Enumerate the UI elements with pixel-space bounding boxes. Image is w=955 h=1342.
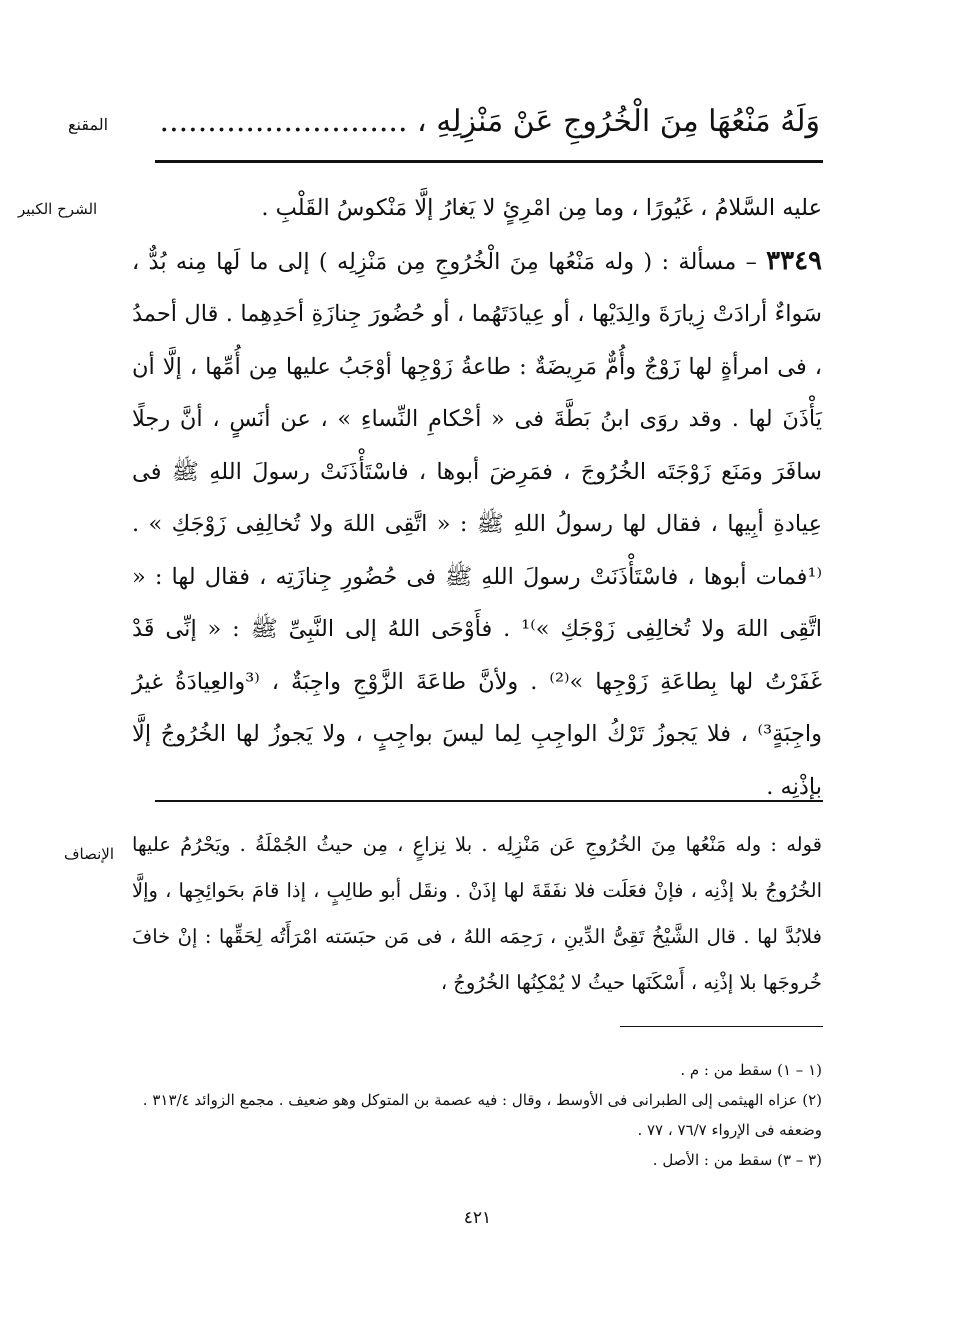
issue-text: – مسألة : ( وله مَنْعُها مِنَ الْخُرُوجِ مِن مَنْزِلِه ) إلى ما لَها مِنه بُدٌّ ، سَواءٌ أرادَتْ زِيارَةَ والِدَيْها ، أو عِيادَتَهُما ، أو حُضُورَ جِنازَةِ أحَدِهِما . قال أحمدُ ، فى امرأةٍ لها زَوْجٌ وأُمٌّ مَرِيضَةٌ : طاعةُ زَوْجِها أوْجَبُ عليها مِن أُمِّها ، إلَّا أن يَأْذَنَ لها . وقد روَى ابنُ بَطَّةَ فى « أحْكامِ النِّساءِ » ، عن أنَسٍ ، أنَّ رجلًا سافَرَ ومَنَع زَوْجَتَه الخُرُوجَ ، فمَرِضَ أبوها ، فاسْتَأْذَنَتْ رسولَ اللهِ ﷺ فى عِيادةِ أبِيها ، فقال لها رسولُ اللهِ ﷺ : « اتَّقِى اللهَ ولا تُخالِفِى زَوْجَكِ » . ⁽¹فمات أبوها ، فاسْتَأْذَنَتْ رسولَ اللهِ ﷺ فى حُضُورِ جِنازَتِه ، فقال لها : « اتَّقِى اللهَ ولا تُخالِفِى زَوْجَكِ »⁾¹ . فأَوْحَى اللهُ إلى النَّبِىِّ ﷺ : « إنِّى قَدْ غَفَرْتُ لها بِطاعَةِ زَوْجِها »⁽²⁾ . ولأنَّ طاعَةَ الزَّوْجِ واجِبَةٌ ، ⁽³والعِيادَةُ غيرُ واجِبَةٍ³⁾ ، فلا يَجوزُ تَرْكُ الواجِبِ لِما ليسَ بواجِبٍ ، ولا يَجوزُ لها الخُرُوجُ إلَّا بإذْنِه . xyxy=(132,248,822,800)
footnote-2-continued: وضعفه فى الإرواء ٧٦/٧ ، ٧٧ . xyxy=(637,1121,822,1139)
footnotes-block xyxy=(132,1055,822,1175)
footnote-1: (١ – ١) سقط من : م . xyxy=(680,1061,822,1079)
footnote-divider xyxy=(620,1026,823,1027)
issue-number: ٣٣٤٩ xyxy=(766,245,823,276)
issue-paragraph xyxy=(132,235,822,814)
page-number: ٤٢١ xyxy=(463,1208,492,1228)
insaf-paragraph: قوله : وله مَنْعُها مِنَ الخُرُوجِ عَن مَنْزِلِه . بلا نِزاعٍ ، مِن حيثُ الجُمْلَةُ . ويَحْرُمُ عليها الخُرُوجُ بلا إذْنِه ، فإنْ فعَلَت فلا نفَقَةَ لها إذَنْ . ونقَل أبو طالِبٍ ، إذا قامَ بحَوائِجِها ، وإلَّا فلابُدَّ لها . قال الشَّيْخُ تَقِىُّ الدِّينِ ، رَحِمَه اللهُ ، فى مَن حبَسَته امْرَأَتُه لِحَقِّها : إنْ خافَ خُروجَها بلا إذْنِه ، أَسْكَنَها حيثُ لا يُمْكِنُها الخُرُوجُ ، xyxy=(132,833,822,994)
book-label-sharh-kabir: الشرح الكبير xyxy=(18,200,98,218)
header-divider xyxy=(155,160,823,163)
book-label-muqni: المقنع xyxy=(68,115,109,134)
footnote-2: (٢) عزاه الهيثمى إلى الطبرانى فى الأوسط ، وقال : فيه عصمة بن المتوكل وهو ضعيف . مجمع الزوائد ٣١٣/٤ . xyxy=(142,1091,822,1109)
section-divider xyxy=(155,800,823,802)
footnote-3: (٣ – ٣) سقط من : الأصل . xyxy=(652,1151,822,1169)
running-header-title: وَلَهُ مَنْعُهَا مِنَ الْخُرُوجِ عَنْ مَنْزِلِهِ ، .......................... xyxy=(159,104,820,139)
lead-line: عليه السَّلامُ ، غَيُورًا ، وما مِن امْرِئٍ لا يَغارُ إلَّا مَنْكوسُ القَلْبِ . xyxy=(261,195,822,221)
sharh-text-block xyxy=(132,182,822,813)
book-label-insaf: الإنصاف xyxy=(64,845,115,863)
insaf-text-block xyxy=(132,822,822,1006)
